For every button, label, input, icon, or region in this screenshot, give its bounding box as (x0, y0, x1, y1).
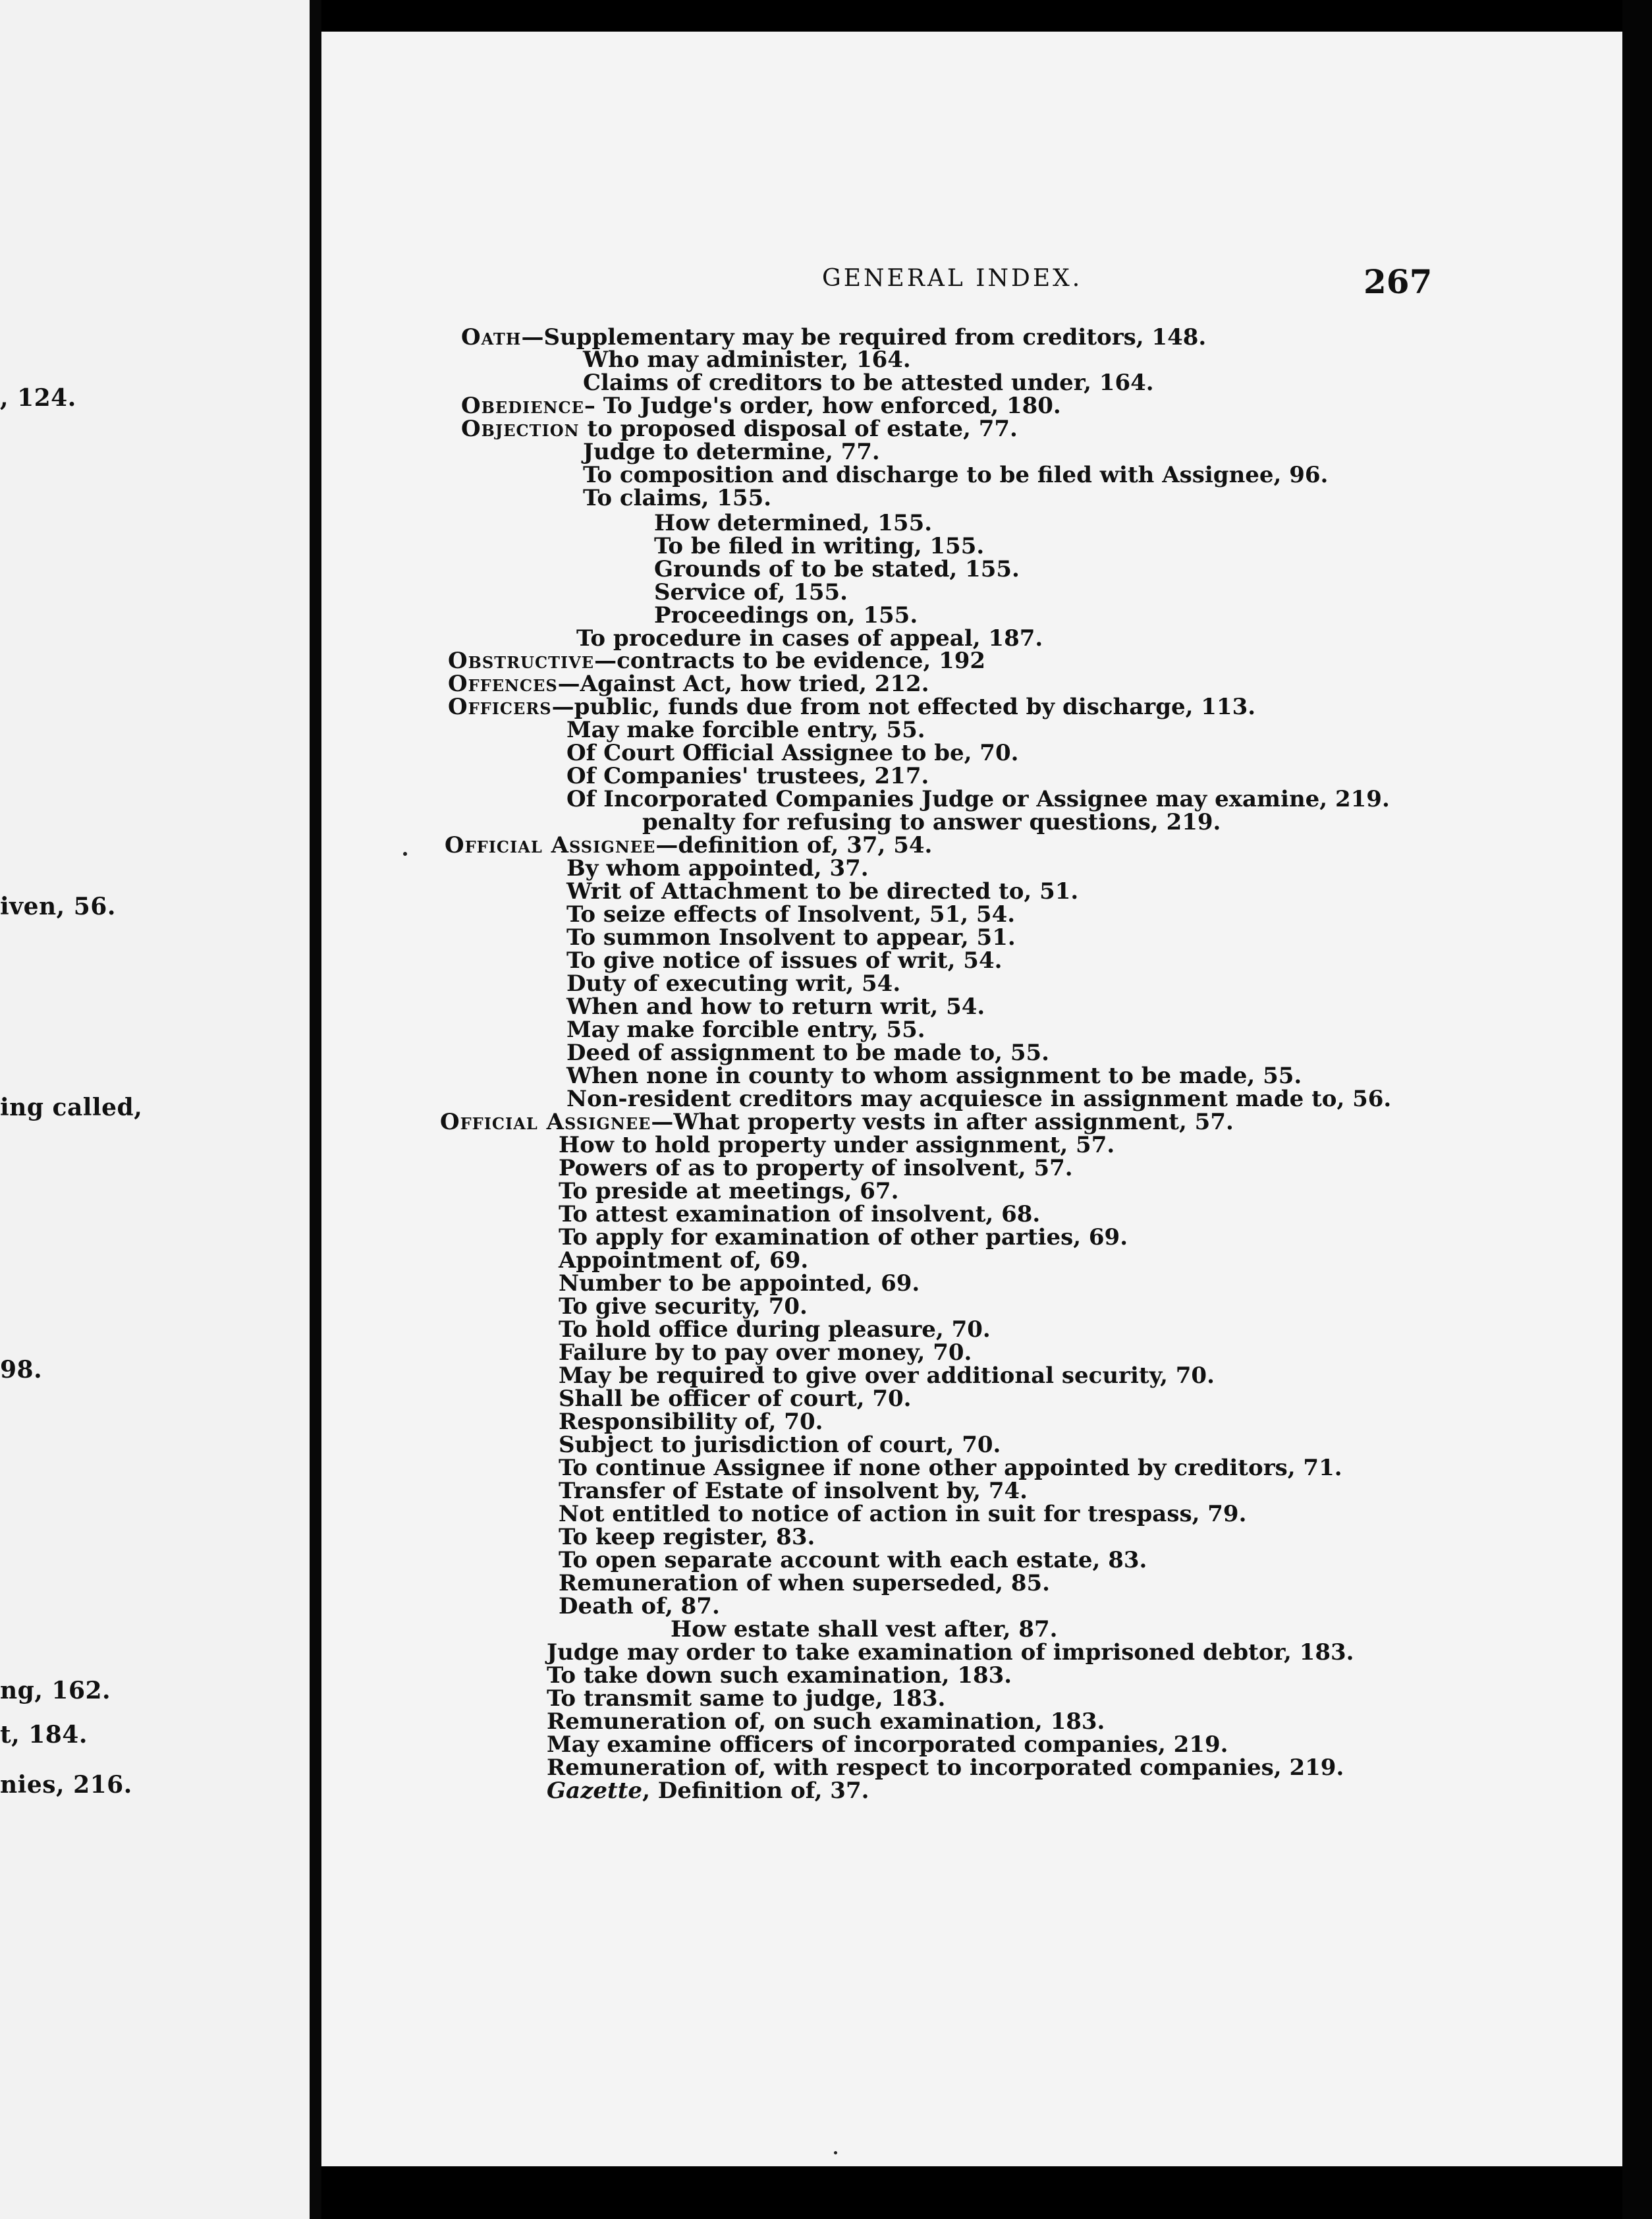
index-subentry-line (559, 1525, 815, 1549)
index-subentry-line (583, 463, 1328, 487)
index-subentry-line (566, 1018, 925, 1042)
index-entry-text: Grounds of to be stated, 155. (654, 556, 1020, 582)
facing-page-fragment: 98. (0, 1356, 43, 1384)
index-entry-text: Subject to jurisdiction of court, 70. (559, 1432, 1001, 1458)
index-entry-text: Service of, 155. (654, 579, 848, 605)
index-headword: Officers (448, 694, 552, 720)
index-entry-text: To keep register, 83. (559, 1524, 815, 1550)
index-subentry-line (566, 741, 1018, 765)
index-entry-text: By whom appointed, 37. (566, 855, 869, 882)
index-entry-text: —public, funds due from not effected by discharge, 113. (551, 694, 1256, 720)
index-subentry-line (642, 810, 1221, 834)
index-headword-line (445, 833, 932, 857)
index-subentry-line (559, 1318, 991, 1341)
index-headword: Official Assignee (445, 832, 656, 858)
facing-page-fragment: ing called, (0, 1094, 143, 1121)
index-entry-text: Non-resident creditors may acquiesce in assignment made to, 56. (566, 1086, 1392, 1112)
index-entry-text: Proceedings on, 155. (654, 602, 918, 629)
index-entry-text: Of Incorporated Companies Judge or Assignee may examine, 219. (566, 786, 1390, 812)
index-headword-line (448, 649, 985, 673)
index-entry-text: Deed of assignment to be made to, 55. (566, 1040, 1050, 1066)
index-subentry-line (566, 764, 929, 788)
index-subentry-line (559, 1202, 1040, 1226)
index-entry-text: Of Court Official Assignee to be, 70. (566, 740, 1019, 766)
index-subentry-line (654, 557, 1020, 581)
running-header: GENERAL INDEX. (822, 265, 1083, 292)
index-headword-line (448, 695, 1255, 719)
index-entry-text: May examine officers of incorporated companies, 219. (547, 1731, 1228, 1758)
page-number: 267 (1363, 262, 1433, 301)
index-entry-text: To open separate account with each estate, 83. (559, 1547, 1147, 1573)
index-subentry-line (654, 534, 984, 558)
index-subentry-line (547, 1756, 1344, 1780)
index-entry-text: Writ of Attachment to be directed to, 51. (566, 878, 1079, 905)
index-subentry-line (559, 1179, 898, 1203)
index-subentry-line (547, 1710, 1105, 1733)
index-subentry-line (566, 1087, 1391, 1111)
index-headword: Obstructive (448, 648, 595, 674)
index-entry-text: When and how to return writ, 54. (566, 994, 985, 1020)
index-entry-text: To summon Insolvent to appear, 51. (566, 924, 1016, 951)
index-subentry-line (576, 627, 1043, 650)
index-subentry-line (566, 1041, 1049, 1065)
index-subentry-line (559, 1341, 972, 1364)
index-subentry-line (566, 949, 1002, 972)
index-subentry-line (547, 1687, 945, 1710)
index-headword-line (440, 1110, 1234, 1134)
index-entry-text: To attest examination of insolvent, 68. (559, 1201, 1041, 1227)
index-entry-text: How determined, 155. (654, 510, 933, 536)
index-entry-text: To claims, 155. (583, 485, 772, 511)
index-headword: Obedience (461, 393, 584, 419)
index-entry-text: Number to be appointed, 69. (559, 1270, 920, 1297)
index-subentry-line (559, 1571, 1050, 1595)
index-entry-text: Judge may order to take examination of imprisoned debtor, 183. (547, 1639, 1354, 1666)
scan-speck (834, 2151, 837, 2154)
index-entry-text: To preside at meetings, 67. (559, 1178, 899, 1204)
index-subentry-line (559, 1156, 1073, 1180)
scan-border (1622, 0, 1652, 2219)
index-headword-line (461, 325, 1206, 349)
index-subentry-line (583, 371, 1154, 395)
index-entry-text: —contracts to be evidence, 192 (594, 648, 986, 674)
index-subentry-line (671, 1617, 1057, 1641)
index-entry-text: To seize effects of Insolvent, 51, 54. (566, 901, 1016, 928)
facing-page-fragment: t, 184. (0, 1721, 88, 1749)
index-subentry-line (559, 1249, 808, 1272)
index-entry-text: Remuneration of, with respect to incorporated companies, 219. (547, 1755, 1344, 1781)
index-subentry-line (566, 926, 1016, 949)
facing-page-fragment: iven, 56. (0, 893, 116, 920)
index-entry-text: To hold office during pleasure, 70. (559, 1316, 991, 1343)
index-entry-text: To give security, 70. (559, 1293, 808, 1320)
index-subentry-line (654, 580, 848, 604)
index-subentry-line (559, 1433, 1001, 1457)
index-entry-text: To transmit same to judge, 183. (547, 1685, 946, 1712)
index-subentry-line (566, 995, 985, 1019)
index-subentry-line (559, 1410, 823, 1434)
index-entry-text: Remuneration of, on such examination, 183. (547, 1708, 1105, 1735)
facing-page-fragment: nies, 216. (0, 1771, 132, 1799)
index-entry-text: How estate shall vest after, 87. (671, 1616, 1058, 1643)
index-entry-text: Transfer of Estate of insolvent by, 74. (559, 1478, 1028, 1504)
index-subentry-line (566, 718, 925, 742)
index-entry-text: Of Companies' trustees, 217. (566, 763, 929, 789)
index-entry-text: —Supplementary may be required from creditors, 148. (521, 324, 1207, 351)
index-subentry-line (559, 1364, 1215, 1388)
index-entry-text: Judge to determine, 77. (583, 439, 880, 465)
index-subentry-line (654, 604, 918, 627)
index-headword: Offences (448, 671, 558, 697)
index-entry-text: When none in county to whom assignment to be made, 55. (566, 1063, 1302, 1089)
index-entry-text: Responsibility of, 70. (559, 1409, 823, 1435)
index-subentry-line (559, 1295, 808, 1318)
index-subentry-line (566, 1064, 1302, 1088)
facing-page (0, 0, 310, 2219)
index-subentry-line (559, 1479, 1028, 1503)
index-entry-text: Death of, 87. (559, 1593, 720, 1619)
index-entry-text: May be required to give over additional security, 70. (559, 1362, 1215, 1389)
index-subentry-line (559, 1272, 920, 1295)
index-entry-text: Remuneration of when superseded, 85. (559, 1570, 1051, 1596)
index-entry-text: May make forcible entry, 55. (566, 1017, 925, 1043)
index-subentry-line (559, 1133, 1115, 1157)
scan-speck (403, 852, 407, 856)
index-entry-text: —definition of, 37, 54. (655, 832, 933, 858)
facing-page-fragment: ng, 162. (0, 1677, 111, 1704)
index-entry-text: To continue Assignee if none other appointed by creditors, 71. (559, 1455, 1342, 1481)
index-subentry-line (559, 1594, 720, 1618)
index-subentry-line (559, 1502, 1246, 1526)
index-entry-text: Appointment of, 69. (559, 1247, 809, 1274)
index-subentry-line (583, 486, 771, 510)
index-entry-text: Failure by to pay over money, 70. (559, 1339, 972, 1366)
index-subentry-line (547, 1779, 869, 1803)
index-entry-text: Duty of executing writ, 54. (566, 970, 901, 997)
index-subentry-line (566, 787, 1390, 811)
index-entry-tail: , Definition of, 37. (642, 1778, 869, 1804)
index-entry-text: penalty for refusing to answer questions, 219. (642, 809, 1221, 835)
page-gutter (310, 0, 321, 2219)
index-subentry-line (547, 1664, 1012, 1687)
index-subentry-line (547, 1733, 1228, 1756)
index-subentry-line (566, 857, 869, 880)
index-entry-text: to proposed disposal of estate, 77. (579, 416, 1018, 442)
index-entry-text: —Against Act, how tried, 212. (557, 671, 929, 697)
index-subentry-line (583, 348, 911, 372)
index-subentry-line (566, 880, 1078, 903)
index-subentry-line (547, 1641, 1354, 1664)
index-subentry-line (654, 511, 932, 535)
index-entry-text: To be filed in writing, 155. (654, 533, 985, 559)
index-entry-text: Powers of as to property of insolvent, 57. (559, 1155, 1073, 1181)
index-entry-text: How to hold property under assignment, 57. (559, 1132, 1115, 1158)
index-entry-text: To take down such examination, 183. (547, 1662, 1012, 1689)
index-entry-text: To procedure in cases of appeal, 187. (576, 625, 1043, 652)
index-headword: Official Assignee (440, 1109, 651, 1135)
index-subentry-line (559, 1225, 1128, 1249)
index-entry-text: Not entitled to notice of action in suit for trespass, 79. (559, 1501, 1247, 1527)
index-headword-line (461, 417, 1018, 441)
index-subentry-line (566, 972, 900, 996)
index-entry-text: Shall be officer of court, 70. (559, 1386, 912, 1412)
index-headword: Oath (461, 324, 522, 351)
index-entry-text: – To Judge's order, how enforced, 180. (584, 393, 1061, 419)
index-entry-text: May make forcible entry, 55. (566, 717, 925, 743)
index-subentry-line (583, 440, 880, 464)
facing-page-fragment: , 124. (0, 384, 76, 412)
index-entry-text: Claims of creditors to be attested under, 164. (583, 370, 1154, 396)
index-subentry-line (559, 1548, 1147, 1572)
index-entry-text: Gazette (547, 1778, 643, 1804)
index-entry-text: Who may administer, 164. (583, 347, 911, 373)
index-headword-line (448, 672, 929, 696)
index-subentry-line (559, 1456, 1342, 1480)
index-headword: Objection (461, 416, 580, 442)
index-entry-text: To apply for examination of other parties, 69. (559, 1224, 1128, 1250)
index-subentry-line (559, 1387, 911, 1411)
index-entry-text: To give notice of issues of writ, 54. (566, 947, 1003, 974)
index-headword-line (461, 394, 1061, 418)
index-subentry-line (566, 903, 1015, 926)
index-entry-text: To composition and discharge to be filed with Assignee, 96. (583, 462, 1329, 488)
index-entry-text: —What property vests in after assignment, 57. (651, 1109, 1234, 1135)
